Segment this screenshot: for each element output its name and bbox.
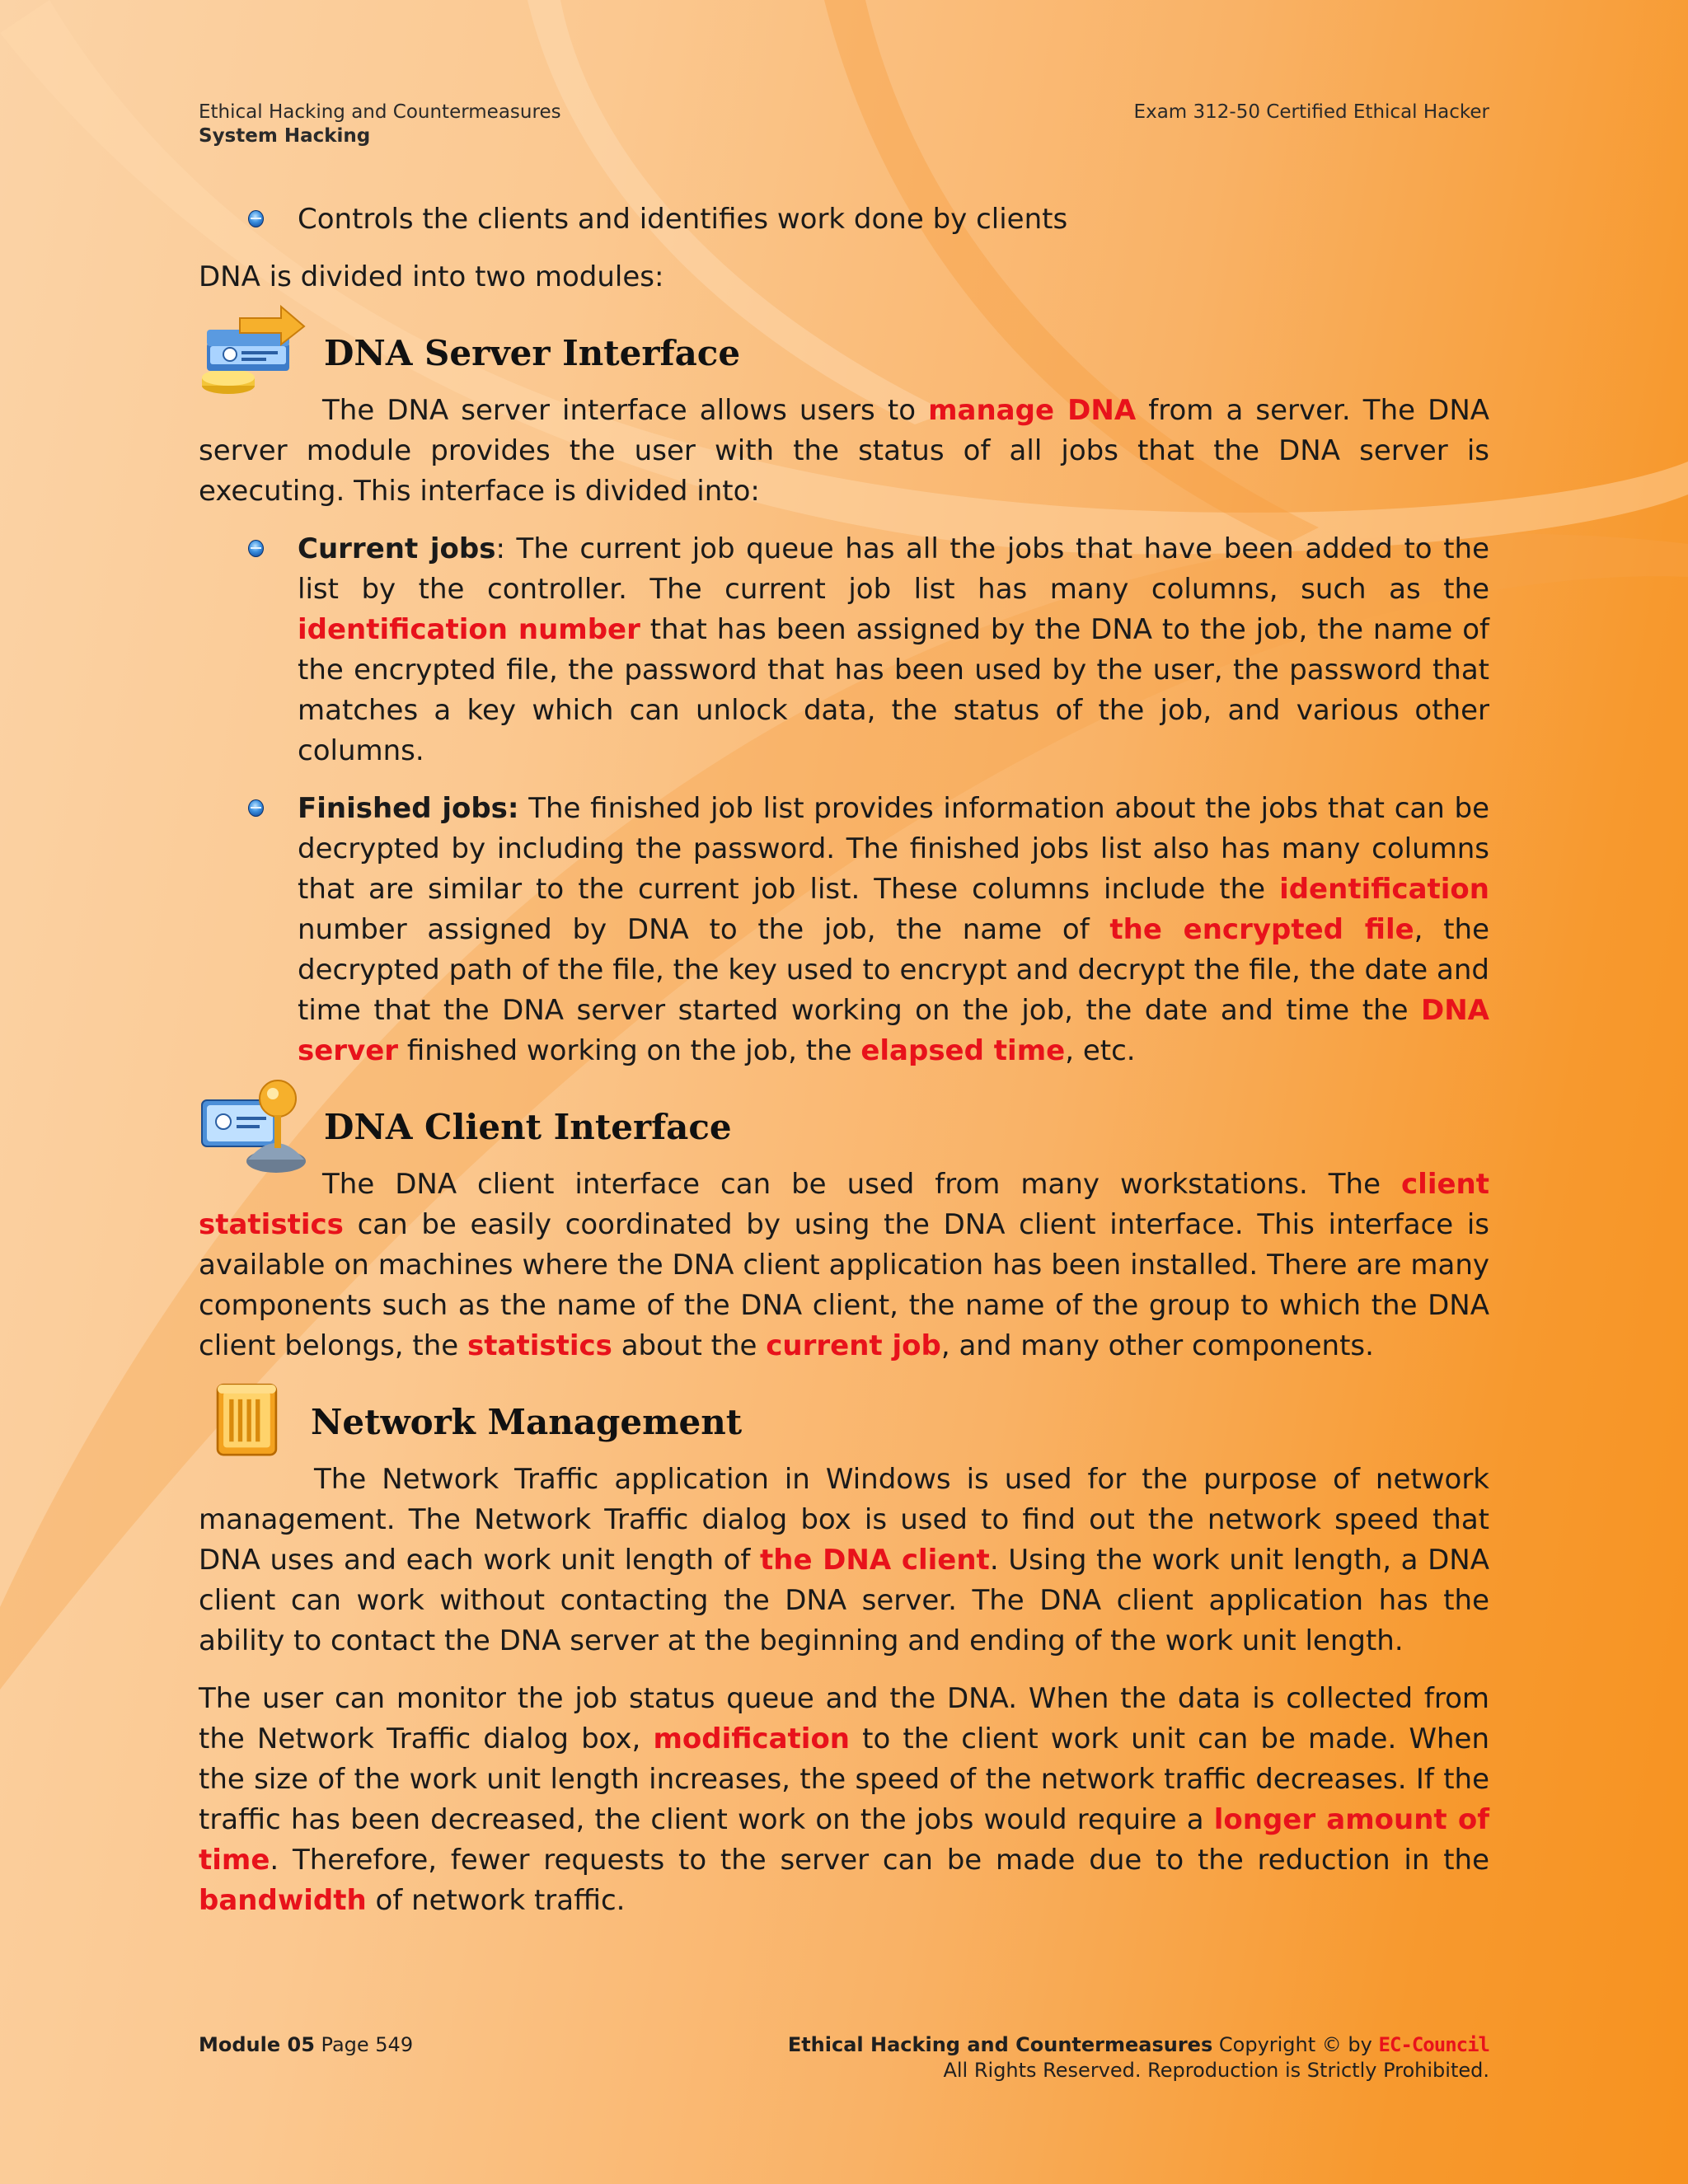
footer-rights: All Rights Reserved. Reproduction is Strictly Prohibited. bbox=[943, 2059, 1489, 2082]
server-interface-section bbox=[199, 315, 1489, 1071]
list-item: Finished jobs: The finished job list provides information about the jobs that can be decrypted by including the password. The finished jobs list also has many columns that are similar to the current job list. These columns include the identification number assigned by DNA to the job, the name of the encrypted file, the decrypted path of the file, the key used to encrypt and decrypt the file, the date and time that the DNA server started working on the job, the date and time the DNA server finished working on the job, the elapsed time, etc. bbox=[298, 789, 1489, 1071]
bullet-icon bbox=[248, 799, 264, 817]
bullet-icon bbox=[248, 210, 264, 227]
network-paragraph-1: The Network Traffic application in Windows is used for the purpose of network management. The Network Traffic dialog box is used to find out the network speed that DNA uses and each work unit length of the DNA client. Using the work unit length, a DNA client can work without contacting the DNA server. The DNA client application has the ability to contact the DNA server at the beginning and ending of the work unit length. bbox=[199, 1463, 1489, 1657]
list-item: Current jobs: The current job queue has all the jobs that have been added to the list by the controller. The current job list has many columns, such as the identification number that has been assigned by the DNA to the job, the name of the encrypted file, the password that has been used by the user, the password that matches a key which can unlock data, the status of the job, and various other columns. bbox=[298, 529, 1489, 771]
ec-council-logo: EC-Council bbox=[1378, 2033, 1489, 2056]
header-module-title: System Hacking bbox=[199, 125, 371, 147]
page-header-left bbox=[199, 101, 561, 148]
server-intro-paragraph: The DNA server interface allows users to manage DNA from a server. The DNA server module provides the user with the status of all jobs that the DNA server is executing. This interface is divided into: bbox=[199, 394, 1490, 508]
network-box-icon bbox=[199, 1364, 301, 1471]
server-bullet-list bbox=[199, 529, 1489, 1071]
modules-intro-text: DNA is divided into two modules: bbox=[199, 260, 664, 293]
server-transfer-icon bbox=[199, 295, 314, 402]
page-header-right bbox=[1134, 101, 1489, 124]
client-interface-section bbox=[199, 1089, 1489, 1366]
page-footer-right bbox=[788, 2032, 1489, 2083]
network-section-title: Network Management bbox=[311, 1401, 743, 1442]
header-course-title: Ethical Hacking and Countermeasures bbox=[199, 101, 561, 123]
main-content bbox=[199, 199, 1489, 1938]
list-item: Controls the clients and identifies work done by clients bbox=[298, 199, 1489, 240]
footer-page-number: Page 549 bbox=[321, 2033, 414, 2056]
network-management-section bbox=[199, 1384, 1489, 1921]
footer-module: Module 05 bbox=[199, 2033, 315, 2056]
intro-bullet-list bbox=[199, 199, 1489, 240]
client-user-icon bbox=[199, 1069, 314, 1176]
footer-copyright: Copyright © by bbox=[1218, 2033, 1372, 2056]
client-paragraph: The DNA client interface can be used from many workstations. The client statistics can be easily coordinated by using the DNA client interface. This interface is available on machines where the DNA client application has been installed. There are many components such as the name of the DNA client, the name of the group to which the DNA client belongs, the statistics about the current job, and many other components. bbox=[199, 1168, 1489, 1362]
network-paragraph-2: The user can monitor the job status queue and the DNA. When the data is collected from the Network Traffic dialog box, modification to the client work unit can be made. When the size of the work unit length increases, the speed of the network traffic decreases. If the traffic has been decreased, the client work on the jobs would require a longer amount of time. Therefore, fewer requests to the server can be made due to the reduction in the bandwidth of network traffic. bbox=[199, 1682, 1489, 1917]
header-exam-title: Exam 312-50 Certified Ethical Hacker bbox=[1133, 101, 1489, 123]
client-section-title: DNA Client Interface bbox=[324, 1106, 732, 1147]
footer-course: Ethical Hacking and Countermeasures bbox=[787, 2033, 1213, 2056]
bullet-icon bbox=[248, 540, 264, 557]
page-footer-left bbox=[199, 2032, 413, 2058]
server-section-title: DNA Server Interface bbox=[324, 332, 741, 373]
